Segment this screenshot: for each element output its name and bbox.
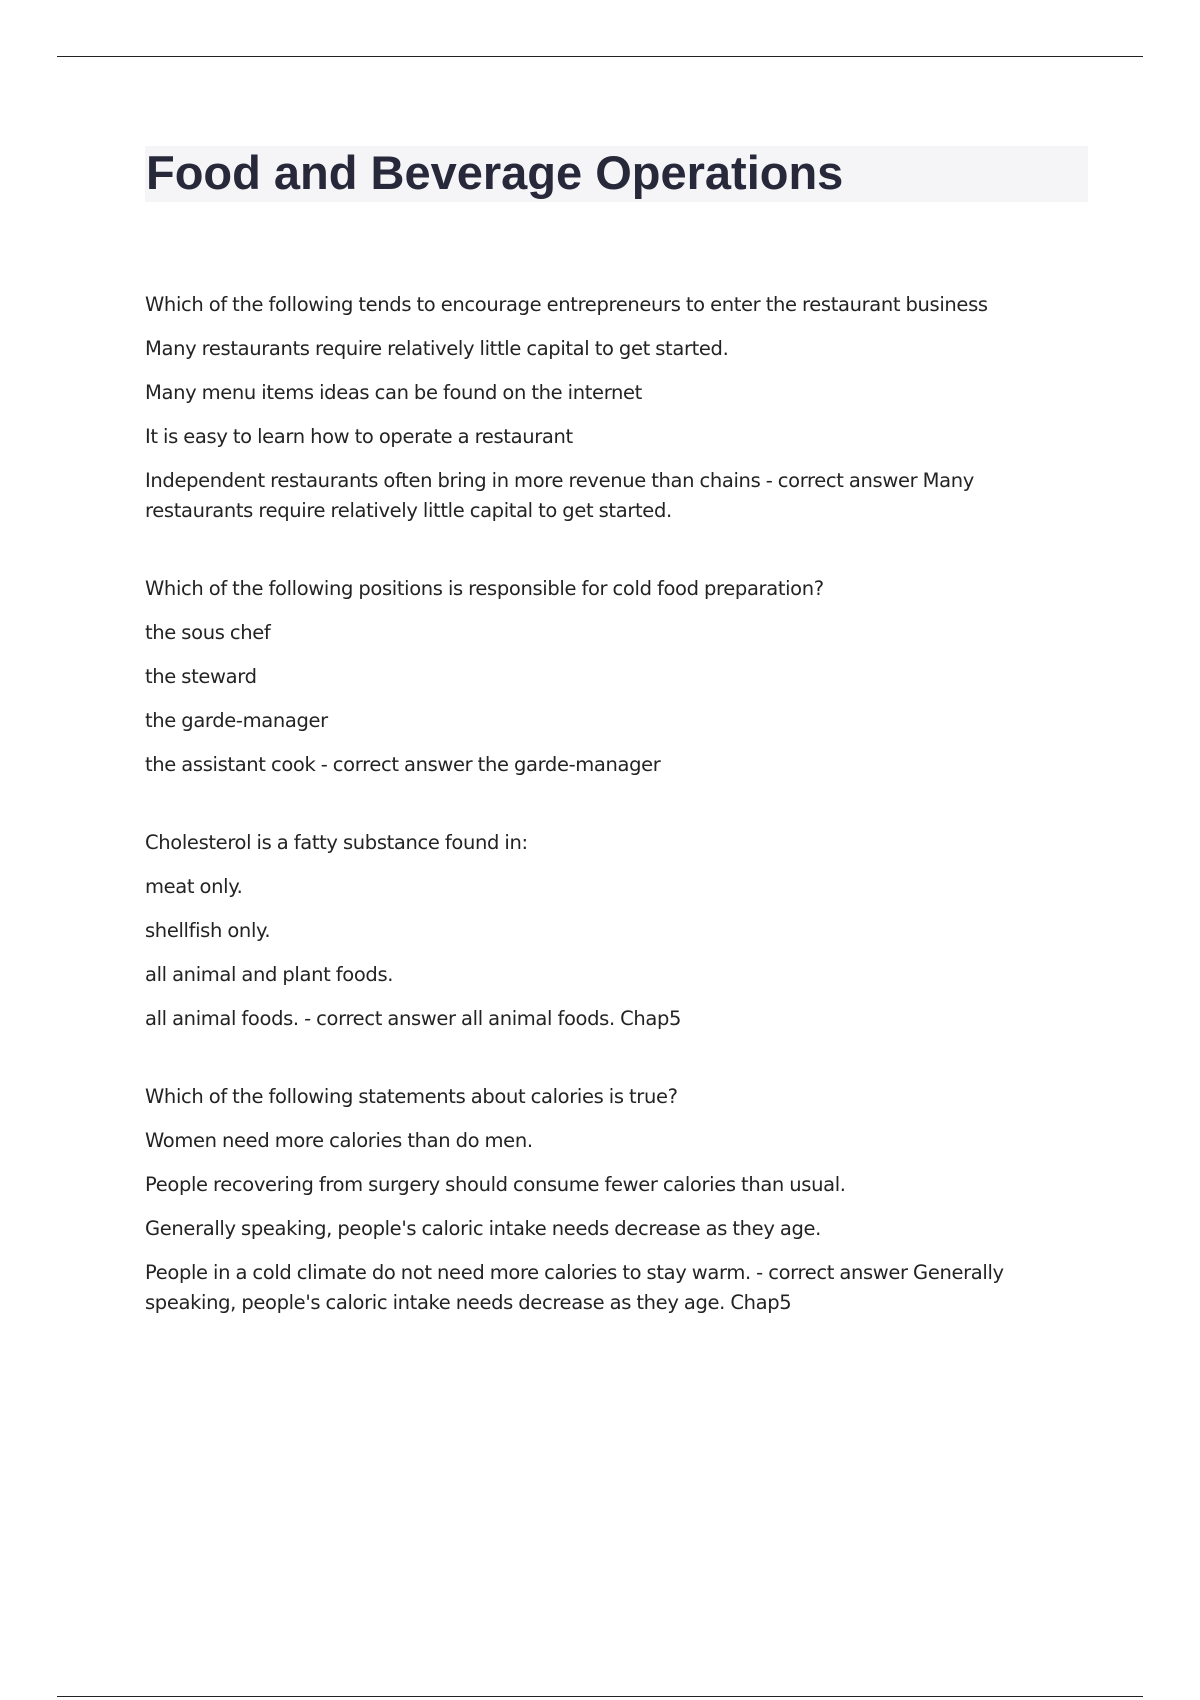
answer-option: Women need more calories than do men. xyxy=(145,1129,533,1152)
top-rule xyxy=(57,56,1143,57)
question-block-1 xyxy=(145,290,1075,526)
final-option-with-answer: the assistant cook - correct answer the garde-manager xyxy=(145,753,661,776)
page-title: Food and Beverage Operations xyxy=(146,146,844,199)
answer-option: meat only. xyxy=(145,875,243,898)
final-option-with-answer: People in a cold climate do not need more calories to stay warm. - correct answer Generally speaking, people's caloric intake needs decrease as they age. Chap5 xyxy=(145,1261,1004,1314)
question-block-2 xyxy=(145,574,1075,780)
bottom-rule xyxy=(57,1696,1143,1697)
answer-option: Generally speaking, people's caloric intake needs decrease as they age. xyxy=(145,1217,821,1240)
answer-option: It is easy to learn how to operate a restaurant xyxy=(145,425,573,448)
question-block-4 xyxy=(145,1082,1075,1318)
answer-option: People recovering from surgery should consume fewer calories than usual. xyxy=(145,1173,846,1196)
answer-option: shellfish only. xyxy=(145,919,271,942)
question-block-3 xyxy=(145,828,1075,1034)
question-list xyxy=(145,290,1075,1366)
question-text: Which of the following statements about calories is true? xyxy=(145,1085,678,1108)
final-option-with-answer: all animal foods. - correct answer all animal foods. Chap5 xyxy=(145,1007,682,1030)
answer-option: Many restaurants require relatively little capital to get started. xyxy=(145,337,729,360)
answer-option: the sous chef xyxy=(145,621,271,644)
title-box xyxy=(145,146,1088,202)
final-option-with-answer: Independent restaurants often bring in more revenue than chains - correct answer Many restaurants require relatively little capital to get started. xyxy=(145,469,974,522)
answer-option: all animal and plant foods. xyxy=(145,963,394,986)
question-text: Which of the following positions is responsible for cold food preparation? xyxy=(145,577,824,600)
answer-option: Many menu items ideas can be found on the internet xyxy=(145,381,642,404)
question-text: Cholesterol is a fatty substance found in: xyxy=(145,831,528,854)
question-text: Which of the following tends to encourage entrepreneurs to enter the restaurant business xyxy=(145,293,988,316)
answer-option: the steward xyxy=(145,665,257,688)
answer-option: the garde-manager xyxy=(145,709,328,732)
